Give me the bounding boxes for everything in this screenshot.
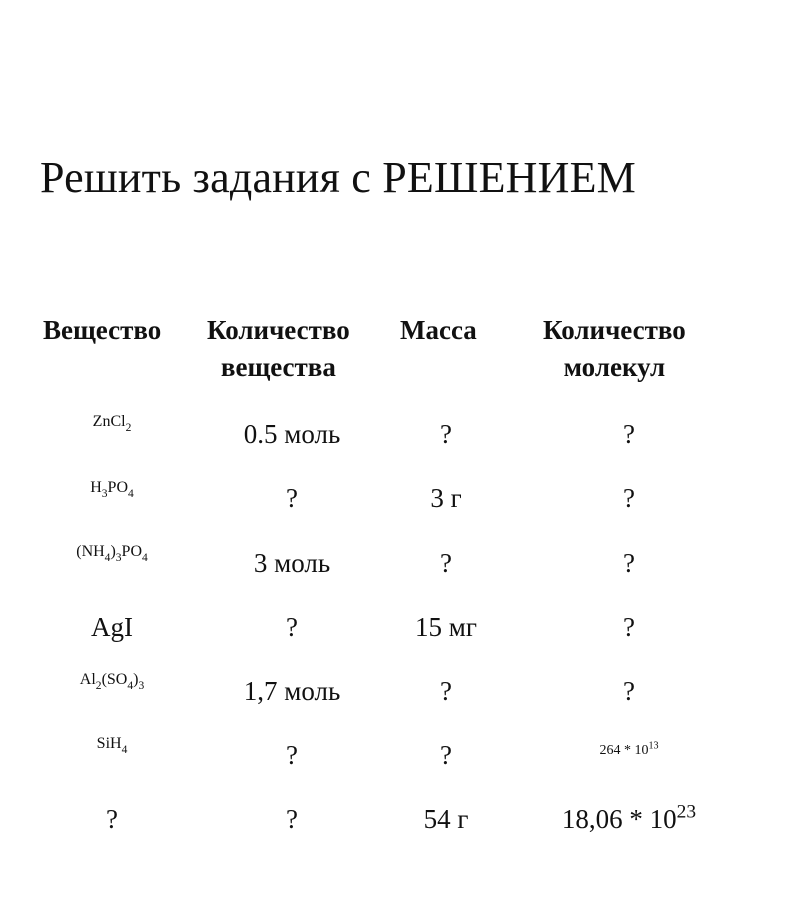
table-cell-mass: ? xyxy=(440,419,452,449)
table-cell-molecules: ? xyxy=(623,483,635,513)
table-cell-amount: ? xyxy=(286,740,298,770)
table-cell-amount: ? xyxy=(286,612,298,642)
table-cell-mass: 15 мг xyxy=(415,612,477,642)
table-cell-substance: $(NH_4)_3PO_4$ xyxy=(76,543,148,565)
table-cell-amount: 0.5 моль xyxy=(243,419,341,449)
table-cell-substance: ZnCl$_2$ xyxy=(92,413,132,435)
header-amount-line-2: вещества xyxy=(220,352,336,382)
table-cell-substance: AgI xyxy=(91,612,133,642)
header-substance xyxy=(43,312,161,349)
table-cell-amount: ? xyxy=(286,804,298,834)
header-mass-label: Масса xyxy=(400,315,477,345)
table-cell-mass: ? xyxy=(440,740,452,770)
page-title: Решить задания с РЕШЕНИЕМ xyxy=(40,153,636,202)
header-amount-line-1: Количество xyxy=(207,315,350,345)
header-mass xyxy=(400,312,477,349)
table-cell-molecules: ? xyxy=(623,612,635,642)
table-cell-molecules: $264 * 10^{13}$ xyxy=(599,740,659,758)
table-cell-substance: SiH$_4$ xyxy=(96,735,128,757)
table-cell-molecules: ? xyxy=(623,419,635,449)
table-cell-mass: 54 г xyxy=(423,804,469,834)
header-amount xyxy=(207,312,350,386)
table-cell-substance: $Al_2(SO_4)_3$ xyxy=(79,671,145,693)
table-cell-amount: 1,7 моль xyxy=(243,676,341,706)
header-substance-label: Вещество xyxy=(43,315,162,345)
table-cell-substance: ? xyxy=(106,804,118,834)
header-molecules xyxy=(543,312,686,386)
header-molecules-line-2: молекул xyxy=(563,352,666,382)
table-cell-molecules: ? xyxy=(623,548,635,578)
table-cell-molecules: ? xyxy=(623,676,635,706)
table-cell-amount: ? xyxy=(286,483,298,513)
header-molecules-line-1: Количество xyxy=(543,315,686,345)
table-cell-mass: ? xyxy=(440,548,452,578)
table-cell-amount: 3 моль xyxy=(253,548,331,578)
table-cell-molecules: $18,06 * 10^{23}$ xyxy=(561,801,697,834)
table-cell-mass: 3 г xyxy=(430,483,462,513)
table-cell-mass: ? xyxy=(440,676,452,706)
table-cell-substance: $H_3PO_4$ xyxy=(90,479,134,501)
